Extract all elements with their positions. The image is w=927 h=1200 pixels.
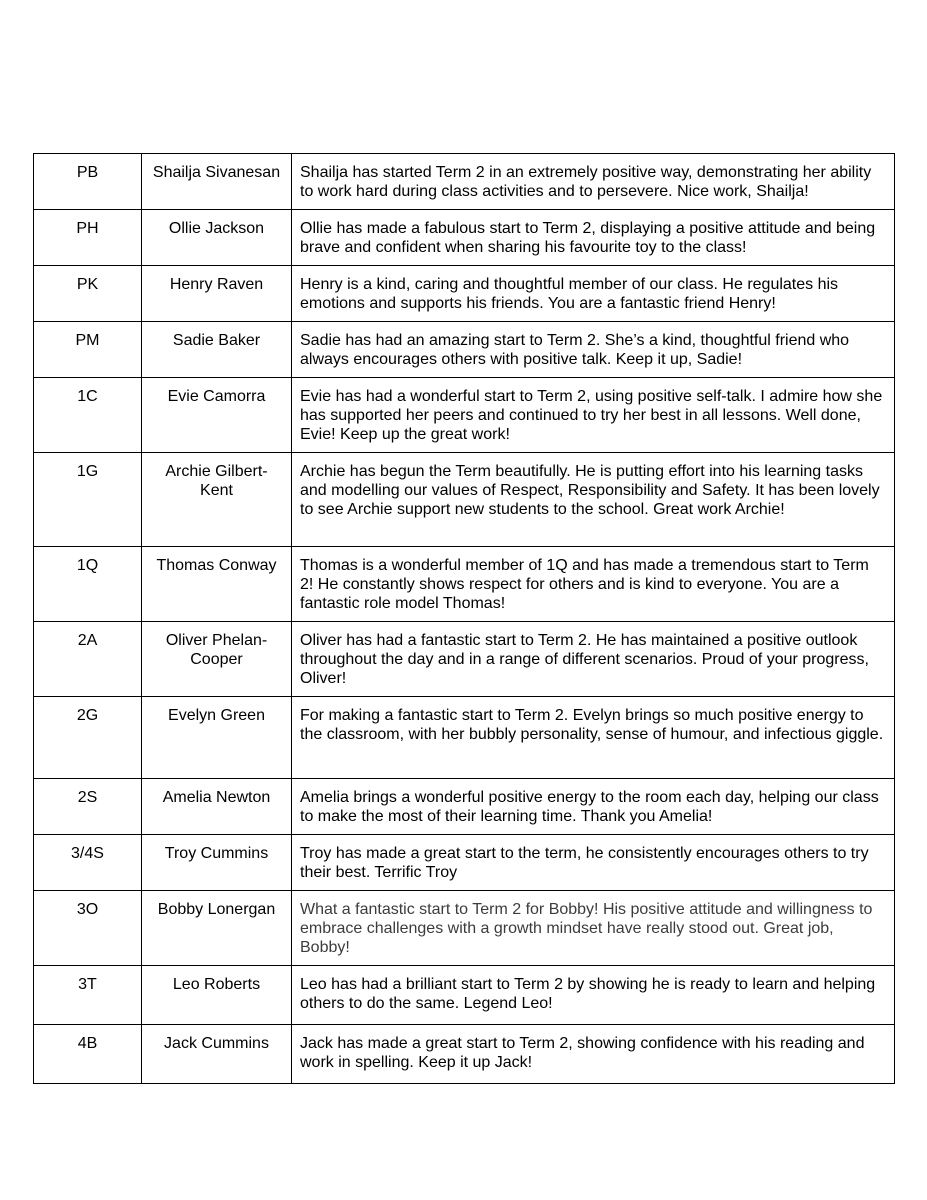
student-name-cell: Shailja Sivanesan <box>142 154 292 210</box>
student-name-cell: Evelyn Green <box>142 697 292 779</box>
award-message-cell: Jack has made a great start to Term 2, showing confidence with his reading and work in spelling. Keep it up Jack! <box>292 1025 895 1084</box>
table-row <box>34 210 895 266</box>
table-row <box>34 835 895 891</box>
award-message-cell: What a fantastic start to Term 2 for Bobby! His positive attitude and willingness to embrace challenges with a growth mindset have really stood out. Great job, Bobby! <box>292 891 895 966</box>
class-code-cell: 1C <box>34 378 142 453</box>
student-name-cell: Evie Camorra <box>142 378 292 453</box>
award-message-cell: Ollie has made a fabulous start to Term 2, displaying a positive attitude and being brave and confident when sharing his favourite toy to the class! <box>292 210 895 266</box>
class-code-cell: 1Q <box>34 547 142 622</box>
award-message-cell: Thomas is a wonderful member of 1Q and has made a tremendous start to Term 2! He constantly shows respect for others and is kind to everyone. You are a fantastic role model Thomas! <box>292 547 895 622</box>
award-message-cell: Amelia brings a wonderful positive energy to the room each day, helping our class to make the most of their learning time. Thank you Amelia! <box>292 779 895 835</box>
award-message-cell: Shailja has started Term 2 in an extremely positive way, demonstrating her ability to work hard during class activities and to persevere. Nice work, Shailja! <box>292 154 895 210</box>
student-name-cell: Henry Raven <box>142 266 292 322</box>
award-message-cell: Leo has had a brilliant start to Term 2 by showing he is ready to learn and helping others to do the same. Legend Leo! <box>292 966 895 1025</box>
class-code-cell: PK <box>34 266 142 322</box>
class-code-cell: PM <box>34 322 142 378</box>
class-code-cell: 3T <box>34 966 142 1025</box>
student-name-cell: Amelia Newton <box>142 779 292 835</box>
award-message-cell: Archie has begun the Term beautifully. He is putting effort into his learning tasks and modelling our values of Respect, Responsibility and Safety. It has been lovely to see Archie support new students to the school. Great work Archie! <box>292 453 895 547</box>
class-code-cell: 2A <box>34 622 142 697</box>
student-name-cell: Jack Cummins <box>142 1025 292 1084</box>
table-row <box>34 966 895 1025</box>
table-row <box>34 453 895 547</box>
class-code-cell: PB <box>34 154 142 210</box>
award-message-cell: Evie has had a wonderful start to Term 2, using positive self-talk. I admire how she has supported her peers and continued to try her best in all lessons. Well done, Evie! Keep up the great work! <box>292 378 895 453</box>
award-message-cell: Troy has made a great start to the term, he consistently encourages others to try their best. Terrific Troy <box>292 835 895 891</box>
student-name-cell: Bobby Lonergan <box>142 891 292 966</box>
class-code-cell: 3/4S <box>34 835 142 891</box>
class-code-cell: 2S <box>34 779 142 835</box>
class-code-cell: 2G <box>34 697 142 779</box>
award-message-cell: Henry is a kind, caring and thoughtful member of our class. He regulates his emotions and supports his friends. You are a fantastic friend Henry! <box>292 266 895 322</box>
award-message-cell: Oliver has had a fantastic start to Term 2. He has maintained a positive outlook throughout the day and in a range of different scenarios. Proud of your progress, Oliver! <box>292 622 895 697</box>
table-row <box>34 1025 895 1084</box>
student-name-cell: Ollie Jackson <box>142 210 292 266</box>
table-row <box>34 266 895 322</box>
class-code-cell: 4B <box>34 1025 142 1084</box>
student-name-cell: Thomas Conway <box>142 547 292 622</box>
award-message-cell: Sadie has had an amazing start to Term 2. She’s a kind, thoughtful friend who always encourages others with positive talk. Keep it up, Sadie! <box>292 322 895 378</box>
table-row <box>34 779 895 835</box>
table-row <box>34 378 895 453</box>
student-name-cell: Troy Cummins <box>142 835 292 891</box>
table-row <box>34 697 895 779</box>
student-name-cell: Archie Gilbert-Kent <box>142 453 292 547</box>
awards-table-body <box>34 154 895 1084</box>
student-name-cell: Leo Roberts <box>142 966 292 1025</box>
class-code-cell: 1G <box>34 453 142 547</box>
student-name-cell: Oliver Phelan-Cooper <box>142 622 292 697</box>
class-code-cell: 3O <box>34 891 142 966</box>
awards-table <box>33 153 895 1084</box>
award-message-cell: For making a fantastic start to Term 2. Evelyn brings so much positive energy to the classroom, with her bubbly personality, sense of humour, and infectious giggle. <box>292 697 895 779</box>
table-row <box>34 891 895 966</box>
table-row <box>34 547 895 622</box>
table-row <box>34 322 895 378</box>
class-code-cell: PH <box>34 210 142 266</box>
student-name-cell: Sadie Baker <box>142 322 292 378</box>
table-row <box>34 154 895 210</box>
table-row <box>34 622 895 697</box>
